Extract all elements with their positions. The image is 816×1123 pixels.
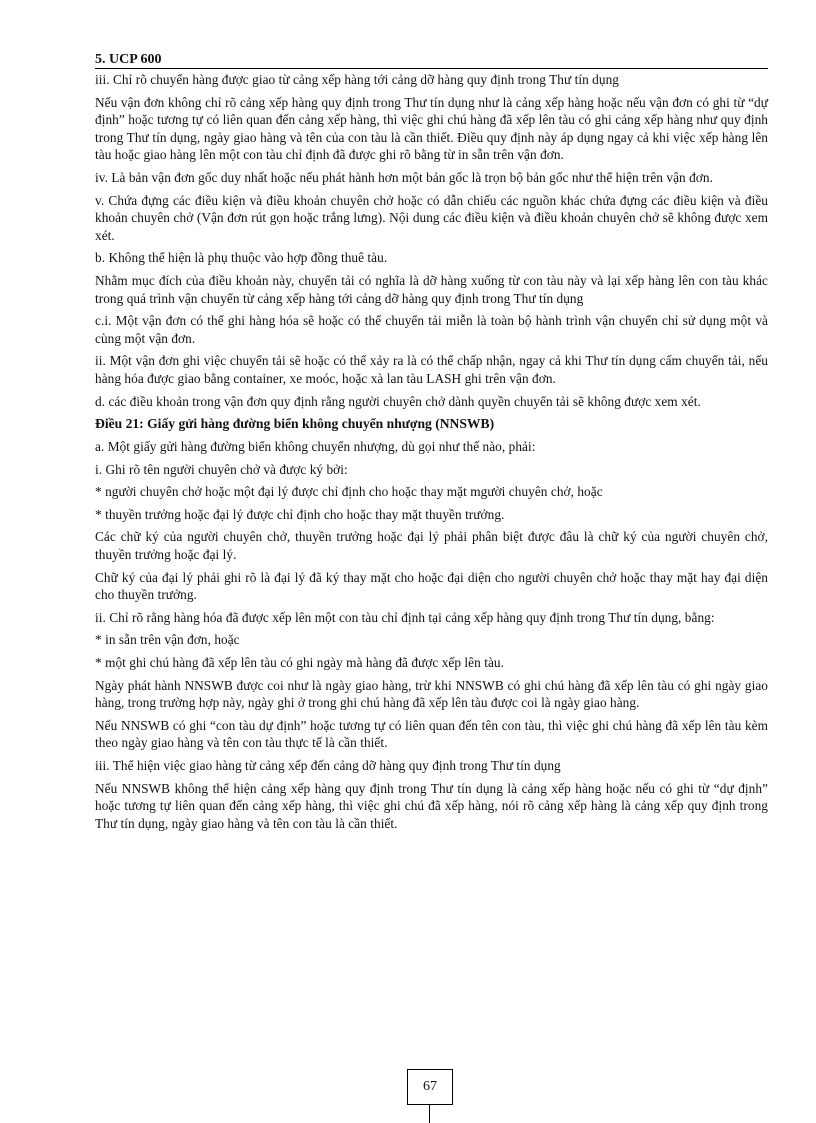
paragraph: iv. Là bản vận đơn gốc duy nhất hoặc nếu phát hành hơn một bản gốc là trọn bộ bản gốc như thể hiện trên vận đơn. [95,169,713,185]
document-page [95,52,768,837]
paragraph: ii. Chỉ rõ rằng hàng hóa đã được xếp lên một con tàu chỉ định tại cảng xếp hàng quy định trong Thư tín dụng, bằng: [95,609,715,625]
paragraph: Nếu NNSWB không thể hiện cảng xếp hàng quy định trong Thư tín dụng là cảng xếp hàng hoặc nếu có ghi từ “dự định” hoặc tương tự liên quan đến cảng xếp hàng, thì việc ghi chú đã xếp hàng, nói rõ cảng xếp hàng là cảng xếp quy định trong Thư tín dụng, ngày giao hàng và tên con tàu là cần thiết. [95,780,768,831]
paragraph: Các chữ ký của người chuyên chở, thuyền trưởng hoặc đại lý phải phân biệt được đâu là chữ ký của người chuyên chở, thuyền trưởng hoặc đại lý. [95,529,768,563]
paragraph: i. Ghi rõ tên người chuyên chở và được ký bởi: [95,461,348,477]
bullet-item: * một ghi chú hàng đã xếp lên tàu có ghi ngày mà hàng đã được xếp lên tàu. [95,655,504,671]
section-header: 5. UCP 600 [95,52,162,67]
paragraph: a. Một giấy gửi hàng đường biển không chuyển nhượng, dù gọi như thế nào, phải: [95,439,536,455]
paragraph: iii. Chỉ rõ chuyển hàng được giao từ cảng xếp hàng tới cảng dỡ hàng quy định trong Thư tín dụng [95,72,619,87]
paragraph: Nếu vận đơn không chỉ rõ cảng xếp hàng quy định trong Thư tín dụng như là cảng xếp hàng hoặc nếu vận đơn có ghi từ “dự định” hoặc tương tự có liên quan đến cảng xếp hàng, thì việc ghi chú hàng đã xếp lên tàu có ghi cảng xếp hàng như quy định trong Thư tín dụng, ngày giao hàng và tên của con tàu là cần thiết. Điều quy định này áp dụng ngay cả khi việc xếp hàng lên tàu hoặc giao hàng lên một con tàu chỉ định đã được ghi rõ bằng từ in sẵn trên vận đơn. [95,94,768,163]
header-rule [95,68,768,69]
bullet-item: * in sẵn trên vận đơn, hoặc [95,632,240,648]
bullet-item: * thuyền trưởng hoặc đại lý được chỉ định cho hoặc thay mặt thuyền trưởng. [95,506,505,522]
paragraph: Chữ ký của đại lý phải ghi rõ là đại lý đã ký thay mặt cho hoặc đại diện cho người chuyên chở hoặc thay mặt hay đại diện cho thuyền trưởng. [95,569,768,603]
paragraph: Nhằm mục đích của điều khoản này, chuyển tải có nghĩa là dỡ hàng xuống từ con tàu này và lại xếp hàng lên con tàu khác trong quá trình vận chuyển từ cảng xếp hàng tới cảng dỡ hàng quy định trong Thư tín dụng [95,272,768,306]
paragraph: iii. Thể hiện việc giao hàng từ cảng xếp đến cảng dỡ hàng quy định trong Thư tín dụng [95,758,561,773]
paragraph: v. Chứa đựng các điều kiện và điều khoản chuyên chở hoặc có dẫn chiếu các nguồn khác chứa đựng các điều kiện và điều khoản chuyên chở (Vận đơn rút gọn hoặc trắng lưng). Nội dung các điều kiện và điều khoản chuyên chở sẽ không được xem xét. [95,192,768,243]
paragraph: Nếu NNSWB có ghi “con tàu dự định” hoặc tương tự có liên quan đến tên con tàu, thì việc ghi chú hàng đã xếp lên tàu kèm theo ngày giao hàng và tên con tàu thực tế là cần thiết. [95,717,768,751]
article-heading: Điều 21: Giấy gửi hàng đường biển không chuyển nhượng (NNSWB) [95,416,495,432]
paragraph: d. các điều khoản trong vận đơn quy định rằng người chuyên chở dành quyền chuyển tải sẽ không được xem xét. [95,393,701,409]
page-number-stem [429,1104,430,1123]
paragraph: b. Không thể hiện là phụ thuộc vào hợp đồng thuê tàu. [95,250,388,266]
paragraph: ii. Một vận đơn ghi việc chuyển tải sẽ hoặc có thể xảy ra là có thể chấp nhận, ngay cả khi Thư tín dụng cấm chuyển tải, nếu hàng hóa được giao bằng container, xe moóc, hoặc xà lan tàu LASH ghi trên vận đơn. [95,353,768,386]
bullet-item: * người chuyên chở hoặc một đại lý được chỉ định cho hoặc thay mặt mgười chuyên chở, hoặc [95,484,603,500]
paragraph: c.i. Một vận đơn có thể ghi hàng hóa sẽ hoặc có thể chuyển tải miễn là toàn bộ hành trình vận chuyển chỉ sử dụng một và cùng một vận đơn. [95,313,768,346]
paragraph: Ngày phát hành NNSWB được coi như là ngày giao hàng, trừ khi NNSWB có ghi chú hàng đã xếp lên tàu có ghi ngày giao hàng, trong trường hợp này, ngày ghi ở trong ghi chú hàng đã xếp lên tàu được coi là ngày giao hàng. [95,677,768,711]
page-number-box: 67 [407,1069,453,1105]
